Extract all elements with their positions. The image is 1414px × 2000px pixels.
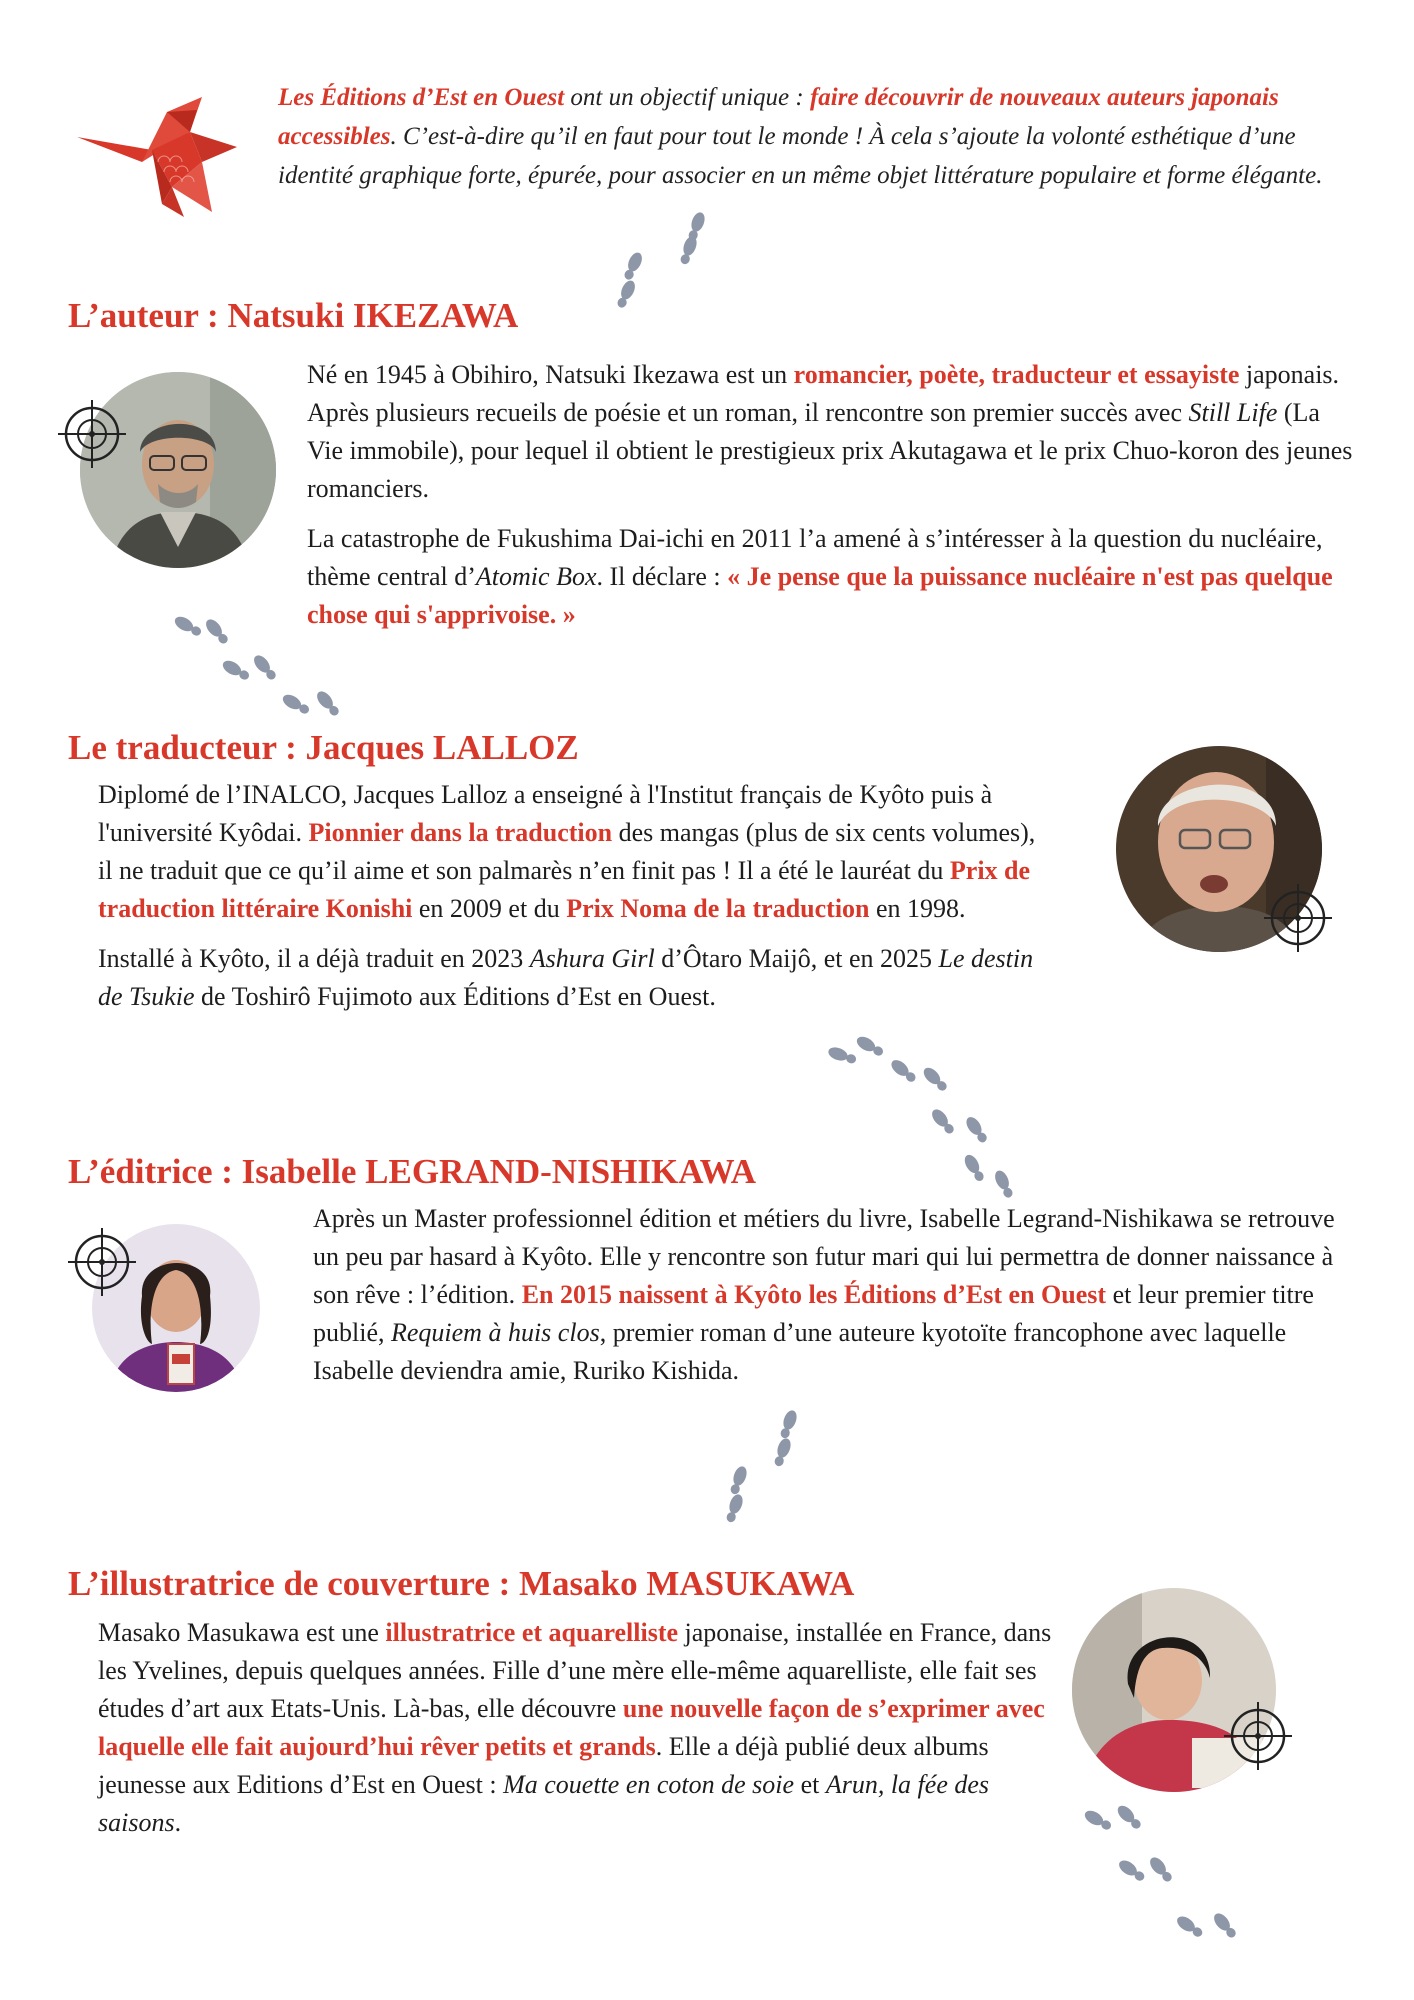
editor-heading: L’éditrice : Isabelle LEGRAND-NISHIKAWA	[68, 1152, 757, 1191]
author-bio-paragraph-1: Né en 1945 à Obihiro, Natsuki Ikezawa est un romancier, poète, traducteur et essayiste japonais. Après plusieurs recueils de poésie et un roman, il rencontre son premier succès avec Still Life (La Vie immobile), pour lequel il obtient le prestigieux prix Akutagawa et le prix Chuo-koron des jeunes romanciers.	[307, 360, 1353, 503]
illustrator-bio-paragraph: Masako Masukawa est une illustratrice et aquarelliste japonaise, installée en France, dans les Yvelines, depuis quelques années. Fille d’une mère elle-même aquarelliste, elle fait ses études d’art aux Etats-Unis. Là-bas, elle découvre une nouvelle façon de s’exprimer avec laquelle elle fait aujourd’hui rêver petits et grands. Elle a déjà publié deux albums jeunesse aux Editions d’Est en Ouest : Ma couette en coton de soie et Arun, la fée des saisons.	[98, 1618, 1052, 1837]
editor-bio-paragraph: Après un Master professionnel édition et métiers du livre, Isabelle Legrand-Nishikawa se retrouve un peu par hasard à Kyôto. Elle y rencontre son futur mari qui lui permettra de donner naissance à son rêve : l’édition. En 2015 naissent à Kyôto les Éditions d’Est en Ouest et leur premier titre publié, Requiem à huis clos, premier roman d’une auteure kyotoïte francophone avec laquelle Isabelle deviendra amie, Ruriko Kishida.	[313, 1204, 1335, 1385]
translator-heading: Le traducteur : Jacques LALLOZ	[68, 728, 579, 767]
author-bio-paragraph-2: La catastrophe de Fukushima Dai-ichi en 2011 l’a amené à s’intéresser à la question du nucléaire, thème central d’Atomic Box. Il déclare : « Je pense que la puissance nucléaire n'est pas quelque chose qui s'apprivoise. »	[307, 524, 1333, 629]
translator-bio-paragraph-1: Diplomé de l’INALCO, Jacques Lalloz a enseigné à l'Institut français de Kyôto puis à l'université Kyôdai. Pionnier dans la traduction des mangas (plus de six cents volumes), il ne traduit que ce qu’il aime et son palmarès n’en finit pas ! Il a été le lauréat du Prix de traduction littéraire Konishi en 2009 et du Prix Noma de la traduction en 1998.	[98, 780, 1036, 923]
author-heading: L’auteur : Natsuki IKEZAWA	[68, 296, 519, 335]
publisher-name: Les Éditions d’Est en Ouest	[278, 84, 565, 111]
publisher-goal: faire découvrir de nouveaux auteurs japonais accessibles	[278, 84, 1279, 150]
illustrator-heading: L’illustratrice de couverture : Masako MASUKAWA	[68, 1564, 855, 1603]
author-quote: « Je pense que la puissance nucléaire n'est pas quelque chose qui s'apprivoise. »	[307, 562, 1333, 629]
intro-paragraph: Les Éditions d’Est en Ouest ont un objectif unique : faire découvrir de nouveaux auteurs japonais accessibles. C’est-à-dire qu’il en faut pour tout le monde ! À cela s’ajoute la volonté esthétique d’une identité graphique forte, épurée, pour associer en un même objet littérature populaire et forme élégante.	[278, 84, 1323, 189]
translator-bio-paragraph-2: Installé à Kyôto, il a déjà traduit en 2023 Ashura Girl d’Ôtaro Maijô, et en 2025 Le destin de Tsukie de Toshirô Fujimoto aux Éditions d’Est en Ouest.	[98, 944, 1034, 1011]
